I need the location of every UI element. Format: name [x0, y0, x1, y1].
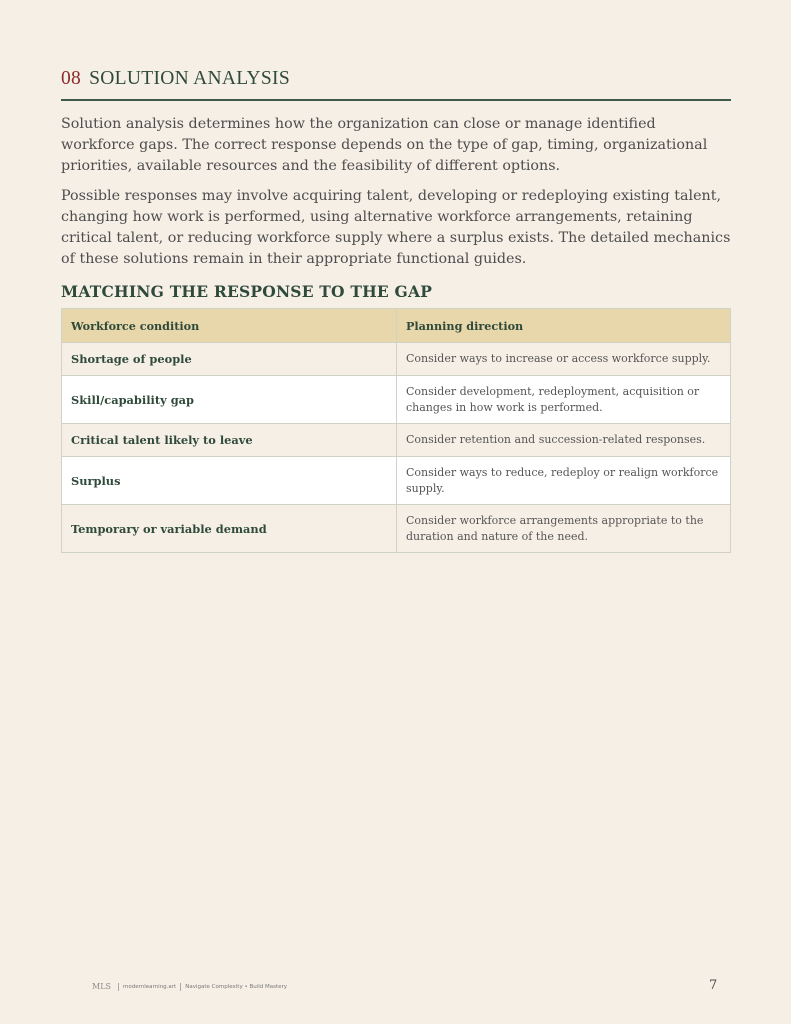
direction-cell: Consider retention and succession-related responses.	[397, 424, 731, 457]
header-workforce-condition: Workforce condition	[62, 309, 397, 343]
page-number: 7	[709, 978, 718, 993]
section-number: 08	[61, 68, 82, 89]
table-subheading: MATCHING THE RESPONSE TO THE GAP	[61, 282, 433, 301]
brand-logo: MLS	[92, 982, 111, 991]
table-row	[62, 457, 731, 505]
section-heading	[61, 68, 731, 101]
section-title: SOLUTION ANALYSIS	[89, 68, 290, 89]
direction-cell: Consider ways to reduce, redeploy or realign workforce supply.	[397, 457, 731, 505]
response-gap-table	[61, 308, 731, 553]
condition-cell: Critical talent likely to leave	[62, 424, 397, 457]
table-header-row	[62, 309, 731, 343]
direction-cell: Consider development, redeployment, acquisition or changes in how work is performed.	[397, 376, 731, 424]
table-row	[62, 505, 731, 553]
footer-tagline: Navigate Complexity • Build Mastery	[185, 983, 288, 990]
condition-cell: Surplus	[62, 457, 397, 505]
direction-cell: Consider workforce arrangements appropriate to the duration and nature of the need.	[397, 505, 731, 553]
intro-paragraph: Solution analysis determines how the organization can close or manage identified workforce gaps. The correct response depends on the type of gap, timing, organizational priorities, available resources and the feasibility of different options.	[61, 116, 708, 174]
condition-cell: Shortage of people	[62, 343, 397, 376]
table-row	[62, 376, 731, 424]
condition-cell: Temporary or variable demand	[62, 505, 397, 553]
table-row	[62, 424, 731, 457]
footer-divider	[118, 983, 119, 991]
header-planning-direction: Planning direction	[397, 309, 731, 343]
table-row	[62, 343, 731, 376]
responses-paragraph: Possible responses may involve acquiring talent, developing or redeploying existing talent, changing how work is performed, using alternative workforce arrangements, retaining critical talent, or reducing workforce supply where a surplus exists. The detailed mechanics of these solutions remain in their appropriate functional guides.	[61, 188, 731, 267]
footer-site: modernlearning.art	[122, 983, 177, 990]
condition-cell: Skill/capability gap	[62, 376, 397, 424]
page-footer	[92, 982, 287, 991]
direction-cell: Consider ways to increase or access workforce supply.	[397, 343, 731, 376]
footer-divider	[180, 983, 181, 991]
